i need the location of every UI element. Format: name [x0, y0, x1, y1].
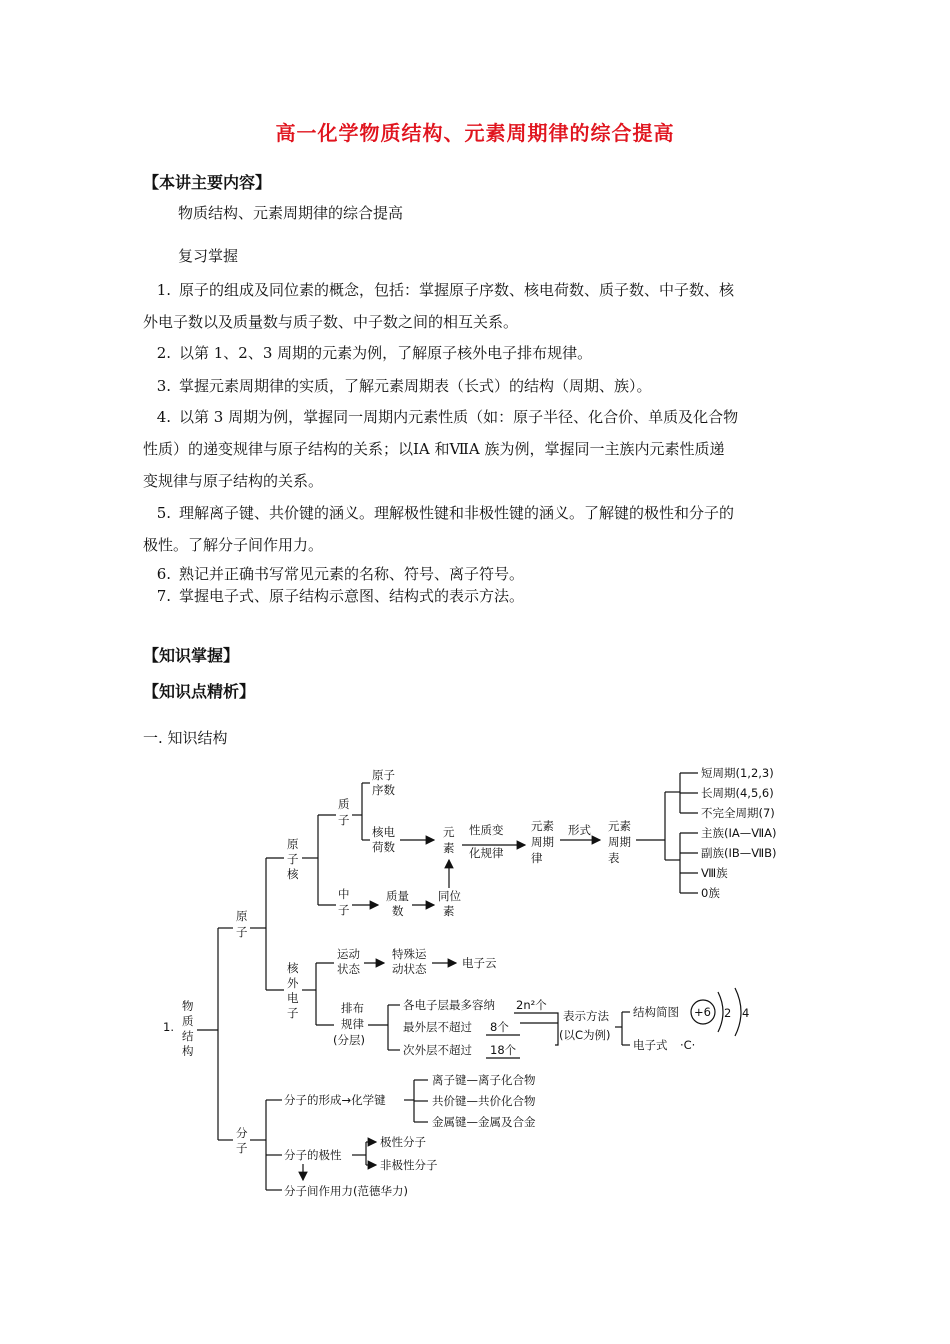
molecular-polarity: 分子的极性	[284, 1148, 342, 1162]
rule-max: 各电子层最多容纳	[403, 998, 495, 1012]
svg-text:子: 子	[338, 903, 350, 917]
isotope-label: 同位	[438, 889, 461, 903]
section-heading-main-content: 【本讲主要内容】	[143, 173, 272, 192]
item-text: 性质）的递变规律与原子结构的关系；以ⅠA 和ⅦA 族为例，掌握同一主族内元素性质递	[143, 440, 725, 458]
svg-text:电: 电	[287, 991, 299, 1005]
svg-text:子: 子	[287, 1006, 299, 1020]
item-text: 以第 3 周期为例，掌握同一周期内元素性质（如：原子半径、化合价、单质及化合物	[179, 408, 739, 426]
carbon-electron-dots: ·C·	[680, 1038, 696, 1052]
neutron-label: 中	[338, 887, 350, 901]
svg-text:(分层): (分层)	[333, 1033, 365, 1047]
item-number: 6.	[156, 565, 171, 583]
item-text: 极性。了解分子间作用力。	[143, 536, 324, 554]
root-label: 物	[182, 999, 194, 1013]
svg-text:子: 子	[236, 1141, 248, 1155]
rule-second: 次外层不超过	[403, 1043, 472, 1057]
covalent-bond: 共价键—共价化合物	[432, 1094, 536, 1108]
section-subheading-analysis: 【知识点精析】	[143, 682, 256, 701]
arrangement-label: 排布	[341, 1001, 364, 1015]
page-title: 高一化学物质结构、元素周期律的综合提高	[275, 121, 675, 145]
rule-max-value: 2n²个	[516, 998, 547, 1012]
rule-outer: 最外层不超过	[403, 1020, 472, 1034]
group-viii: Ⅷ族	[701, 866, 728, 880]
structure-diagram: 结构简图	[633, 1005, 679, 1019]
item-number: 1.	[156, 281, 171, 299]
nucleus-label: 原	[287, 837, 299, 851]
nonpolar-molecule: 非极性分子	[380, 1158, 438, 1172]
shell-electrons: 4	[742, 1006, 750, 1020]
svg-text:表: 表	[608, 851, 620, 865]
svg-text:素: 素	[443, 904, 455, 918]
subtitle: 物质结构、元素周期律的综合提高	[178, 204, 404, 222]
periodic-table: 元素	[608, 819, 631, 833]
form-label: 形式	[568, 823, 591, 837]
svg-text:数: 数	[392, 904, 404, 918]
rule-outer-value: 8个	[490, 1020, 509, 1034]
svg-text:序数: 序数	[372, 783, 395, 797]
period-short: 短周期(1,2,3)	[701, 766, 774, 780]
item-text: 变规律与原子结构的关系。	[143, 472, 324, 490]
item-number: 3.	[156, 377, 171, 395]
nucleus-charge: +6	[694, 1005, 711, 1019]
item-number: 7.	[156, 587, 171, 605]
item-text: 原子的组成及同位素的概念，包括：掌握原子序数、核电荷数、质子数、中子数、核	[179, 281, 735, 299]
part-heading: 一. 知识结构	[143, 729, 228, 747]
atom-label: 原	[236, 909, 248, 923]
svg-text:周期: 周期	[608, 835, 631, 849]
element-label: 元	[443, 825, 455, 839]
svg-text:外: 外	[287, 976, 299, 990]
diagram-number: 1.	[163, 1020, 174, 1034]
bond-formation: 分子的形成→化学键	[284, 1093, 386, 1107]
svg-text:质: 质	[182, 1014, 194, 1028]
svg-text:子: 子	[338, 813, 350, 827]
svg-text:规律: 规律	[341, 1017, 364, 1031]
item-text: 掌握元素周期律的实质，了解元素周期表（长式）的结构（周期、族）。	[179, 377, 652, 395]
nuclear-charge: 核电	[372, 825, 395, 839]
group-sub: 副族(ⅠB—ⅦB)	[701, 846, 777, 860]
svg-text:动状态: 动状态	[392, 962, 427, 976]
svg-text:(以C为例): (以C为例)	[559, 1028, 611, 1042]
svg-text:荷数: 荷数	[372, 840, 395, 854]
item-text: 掌握电子式、原子结构示意图、结构式的表示方法。	[179, 587, 525, 605]
periodic-law: 元素	[531, 819, 554, 833]
intermolecular-force: 分子间作用力(范德华力)	[284, 1184, 408, 1198]
svg-text:状态: 状态	[337, 962, 360, 976]
motion-state: 运动	[337, 947, 360, 961]
svg-text:结: 结	[182, 1029, 194, 1043]
svg-text:律: 律	[531, 851, 543, 865]
group-main: 主族(ⅠA—ⅦA)	[701, 826, 777, 840]
item-number: 4.	[156, 408, 171, 426]
item-number: 2.	[156, 344, 171, 362]
ionic-bond: 离子键—离子化合物	[432, 1073, 536, 1087]
mass-number: 质量	[386, 889, 409, 903]
property-change: 性质变	[469, 823, 504, 837]
item-text: 理解离子键、共价键的涵义。理解极性键和非极性键的涵义。了解键的极性和分子的	[179, 504, 735, 522]
svg-text:化规律: 化规律	[469, 846, 504, 860]
item-text: 熟记并正确书写常见元素的名称、符号、离子符号。	[179, 565, 525, 583]
atomic-number: 原子	[372, 768, 395, 782]
item-number: 5.	[156, 504, 171, 522]
electron-formula: 电子式	[633, 1038, 668, 1052]
extranuclear-label: 核	[287, 961, 299, 975]
svg-text:子: 子	[236, 925, 248, 939]
item-text: 外电子数以及质量数与质子数、中子数之间的相互关系。	[143, 313, 519, 331]
shell-electrons: 2	[724, 1006, 732, 1020]
section-heading-knowledge: 【知识掌握】	[143, 646, 240, 665]
rule-second-value: 18个	[490, 1043, 517, 1057]
group-zero: 0族	[701, 886, 720, 900]
shell-arc	[735, 988, 741, 1036]
electron-cloud: 电子云	[462, 956, 497, 970]
svg-text:构: 构	[182, 1044, 194, 1058]
representation-label: 表示方法	[563, 1009, 609, 1023]
metallic-bond: 金属键—金属及合金	[432, 1115, 536, 1129]
svg-text:核: 核	[287, 867, 299, 881]
svg-text:素: 素	[443, 841, 455, 855]
period-incomplete: 不完全周期(7)	[701, 806, 775, 820]
polar-molecule: 极性分子	[380, 1135, 426, 1149]
special-motion: 特殊运	[392, 947, 427, 961]
molecule-label: 分	[236, 1126, 248, 1140]
svg-text:子: 子	[287, 852, 299, 866]
svg-text:周期: 周期	[531, 835, 554, 849]
proton-label: 质	[338, 797, 350, 811]
period-long: 长周期(4,5,6)	[701, 786, 774, 800]
item-text: 以第 1、2、3 周期的元素为例，了解原子核外电子排布规律。	[179, 344, 593, 362]
review-label: 复习掌握	[178, 247, 239, 265]
shell-arc	[718, 992, 723, 1032]
